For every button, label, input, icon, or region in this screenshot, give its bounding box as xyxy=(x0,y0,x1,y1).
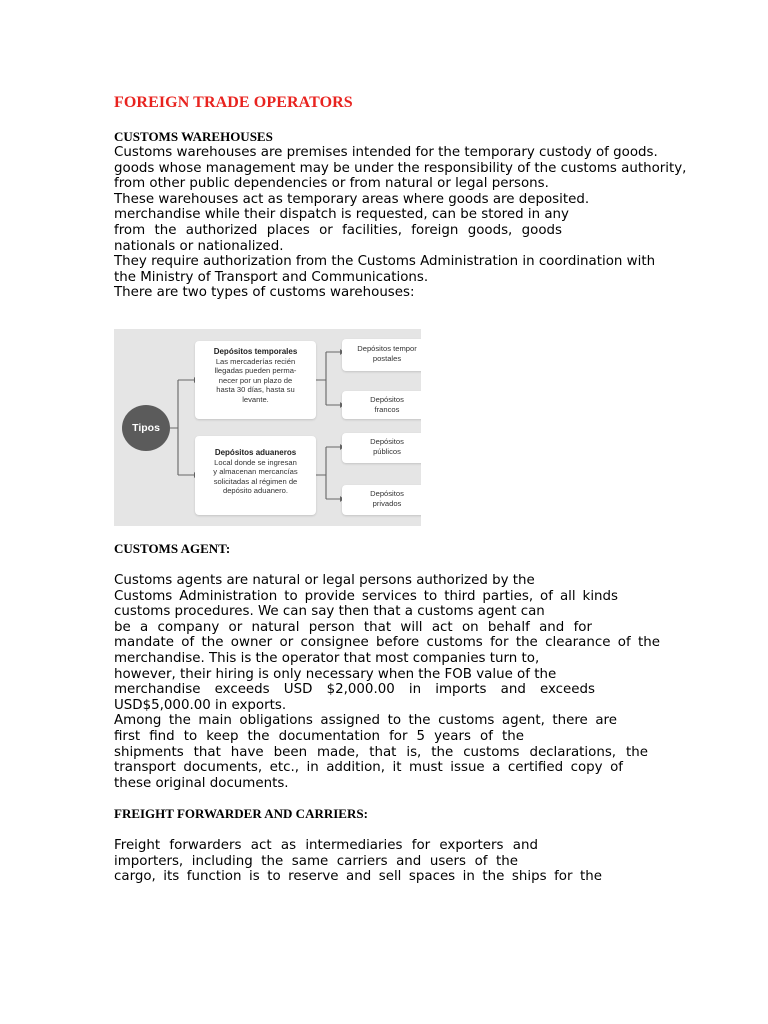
text-line: these original documents. xyxy=(114,775,289,791)
text-line: customs procedures. We can say then that a customs agent can xyxy=(114,604,545,620)
diagram-root-node: Tipos xyxy=(122,405,170,451)
node-text: solicitadas al régimen de xyxy=(213,476,298,486)
node-text: hasta 30 días, hasta su xyxy=(216,385,295,395)
leaf-text: Depósitos xyxy=(370,489,404,498)
page-title: FOREIGN TRADE OPERATORS xyxy=(114,94,353,111)
text-line: cargo, its function is to reserve and sell spaces in the ships for the xyxy=(114,869,602,885)
leaf-depositos-temporales-postales xyxy=(342,339,421,371)
node-depositos-aduaneros xyxy=(195,436,316,515)
paragraph-freight-forwarder xyxy=(114,838,602,885)
text-line: the Ministry of Transport and Communications. xyxy=(114,269,429,285)
leaf-text: Depósitos xyxy=(370,437,404,446)
text-line: from the authorized places or facilities, foreign goods, goods xyxy=(114,222,562,238)
node-text: Local donde se ingresan xyxy=(214,457,297,467)
text-line: Freight forwarders act as intermediaries for exporters and xyxy=(114,838,538,853)
leaf-text: públicos xyxy=(373,446,401,456)
text-line: goods whose management may be under the responsibility of the customs authority, xyxy=(114,160,687,176)
text-line: These warehouses act as temporary areas where goods are deposited. xyxy=(114,191,590,207)
text-line: Customs Administration to provide services to third parties, of all kinds xyxy=(114,588,618,604)
leaf-text: Depósitos tempor xyxy=(357,344,417,353)
text-line: however, their hiring is only necessary when the FOB value of the xyxy=(114,666,557,682)
text-line: merchandise. This is the operator that most companies turn to, xyxy=(114,650,540,666)
leaf-depositos-publicos xyxy=(342,433,421,463)
section-heading-freight-forwarder: FREIGHT FORWARDER AND CARRIERS: xyxy=(114,806,368,821)
node-text: llegadas pueden perma- xyxy=(214,366,297,376)
node-title: Depósitos temporales xyxy=(213,347,298,356)
node-title: Depósitos aduaneros xyxy=(214,448,297,457)
text-line: merchandise while their dispatch is requested, can be stored in any xyxy=(114,207,569,223)
text-line: be a company or natural person that will act on behalf and for xyxy=(114,619,592,635)
text-line: nationals or nationalized. xyxy=(114,238,284,254)
node-depositos-temporales xyxy=(195,341,316,419)
text-line: mandate of the owner or consignee before customs for the clearance of the xyxy=(114,635,660,651)
leaf-text: privados xyxy=(372,498,402,508)
text-line: transport documents, etc., in addition, it must issue a certified copy of xyxy=(114,760,623,776)
text-line: first find to keep the documentation for 5 years of the xyxy=(114,728,524,744)
text-line: They require authorization from the Customs Administration in coordination with xyxy=(114,254,656,270)
text-line: shipments that have been made, that is, the customs declarations, the xyxy=(114,744,648,760)
paragraph-customs-agent xyxy=(114,573,660,791)
node-text: necer por un plazo de xyxy=(218,375,293,385)
text-line: There are two types of customs warehouses: xyxy=(114,285,415,301)
text-line: importers, including the same carriers and users of the xyxy=(114,853,518,869)
leaf-depositos-privados xyxy=(342,485,421,515)
leaf-depositos-francos xyxy=(342,391,421,419)
text-line: merchandise exceeds USD $2,000.00 in imports and exceeds xyxy=(114,682,595,698)
text-line: USD$5,000.00 in exports. xyxy=(114,697,287,713)
section-heading-customs-agent: CUSTOMS AGENT: xyxy=(114,541,231,556)
leaf-text: postales xyxy=(372,353,402,363)
text-line: Among the main obligations assigned to the customs agent, there are xyxy=(114,713,617,729)
node-text: Las mercaderías recién xyxy=(215,356,296,366)
node-text: y almacenan mercancías xyxy=(213,467,298,477)
text-line: from other public dependencies or from natural or legal persons. xyxy=(114,176,549,192)
text-line: Customs agents are natural or legal persons authorized by the xyxy=(114,573,535,588)
node-text: levante. xyxy=(242,394,269,404)
node-text: depósito aduanero. xyxy=(222,486,289,496)
leaf-text: francos xyxy=(374,404,400,414)
leaf-text: Depósitos xyxy=(370,395,404,404)
text-line: Customs warehouses are premises intended for the temporary custody of goods. xyxy=(114,145,658,160)
section-heading-customs-warehouses: CUSTOMS WAREHOUSES xyxy=(114,129,273,144)
paragraph-customs-warehouses xyxy=(114,145,687,301)
customs-warehouse-types-diagram xyxy=(114,329,421,526)
